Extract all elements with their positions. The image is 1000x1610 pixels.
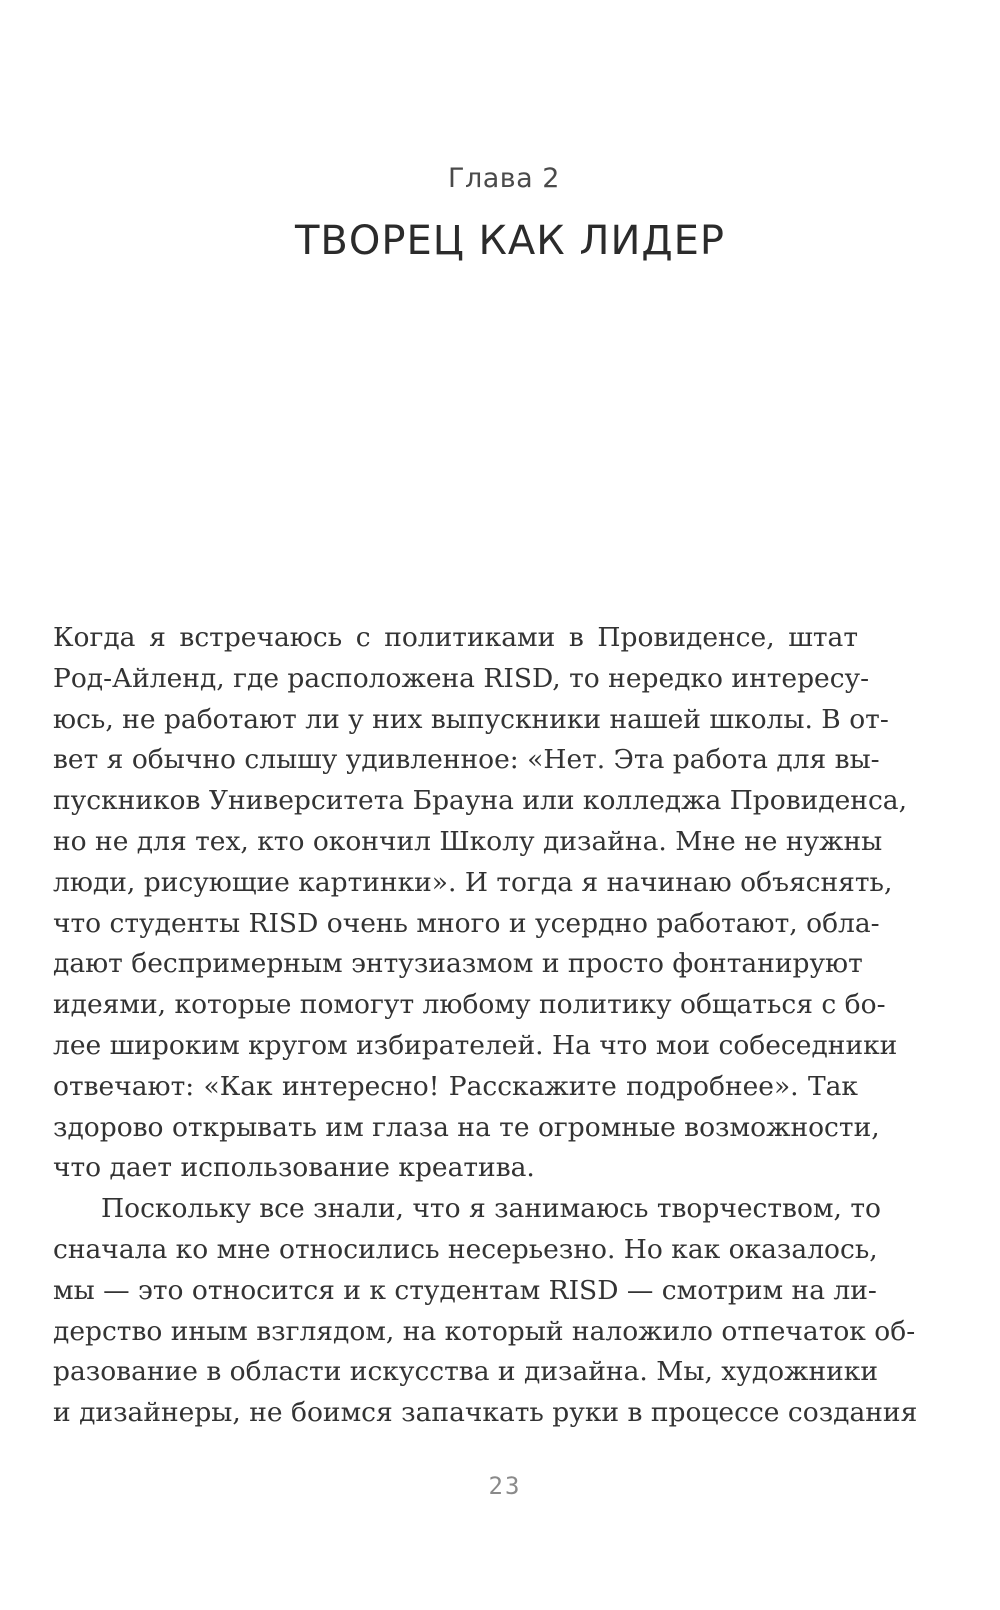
paragraph-2 (53, 1189, 918, 1434)
page-number: 23 (488, 1472, 522, 1500)
text-line: отвечают: «Как интересно! Расскажите подробнее». Так (53, 1070, 858, 1102)
text-line: пускников Университета Брауна или колледжа Провиденса, (53, 785, 908, 817)
text-line: сначала ко мне относились несерьезно. Но как оказалось, (53, 1233, 878, 1265)
text-line: юсь, не работают ли у них выпускники нашей школы. В от- (53, 703, 889, 735)
text-line: разование в области искусства и дизайна. Мы, художники (53, 1356, 879, 1388)
paragraph-1 (53, 618, 908, 1189)
text-line: что студенты RISD очень много и усердно работают, обла- (53, 907, 880, 939)
text-line: что дает использование креатива. (53, 1152, 535, 1184)
text-line: здорово открывать им глаза на те огромные возможности, (53, 1111, 880, 1143)
text-line: вет я обычно слышу удивленное: «Нет. Эта работа для вы- (53, 744, 880, 776)
text-line: мы — это относится и к студентам RISD — смотрим на ли- (53, 1274, 877, 1306)
text-line: Когда я встречаюсь с политиками в Провиденсе, штат (53, 622, 858, 653)
chapter-title: ТВОРЕЦ КАК ЛИДЕР (294, 218, 726, 264)
text-line: люди, рисующие картинки». И тогда я начинаю объяснять, (53, 866, 893, 898)
body-text (53, 618, 918, 1434)
text-line: Род-Айленд, где расположена RISD, то нередко интересу- (53, 662, 870, 694)
text-line: но не для тех, кто окончил Школу дизайна. Мне не нужны (53, 825, 883, 857)
text-line: Поскольку все знали, что я занимаюсь творчеством, то (101, 1193, 881, 1225)
chapter-label: Глава 2 (448, 163, 560, 194)
text-line: дают беспримерным энтузиазмом и просто фонтанируют (53, 948, 863, 980)
text-line: и дизайнеры, не боимся запачкать руки в процессе создания (53, 1397, 918, 1429)
text-line: лее широким кругом избирателей. На что мои собеседники (53, 1029, 898, 1061)
text-line: идеями, которые помогут любому политику общаться с бо- (53, 989, 886, 1021)
text-line: дерство иным взглядом, на который наложило отпечаток об- (53, 1315, 916, 1347)
